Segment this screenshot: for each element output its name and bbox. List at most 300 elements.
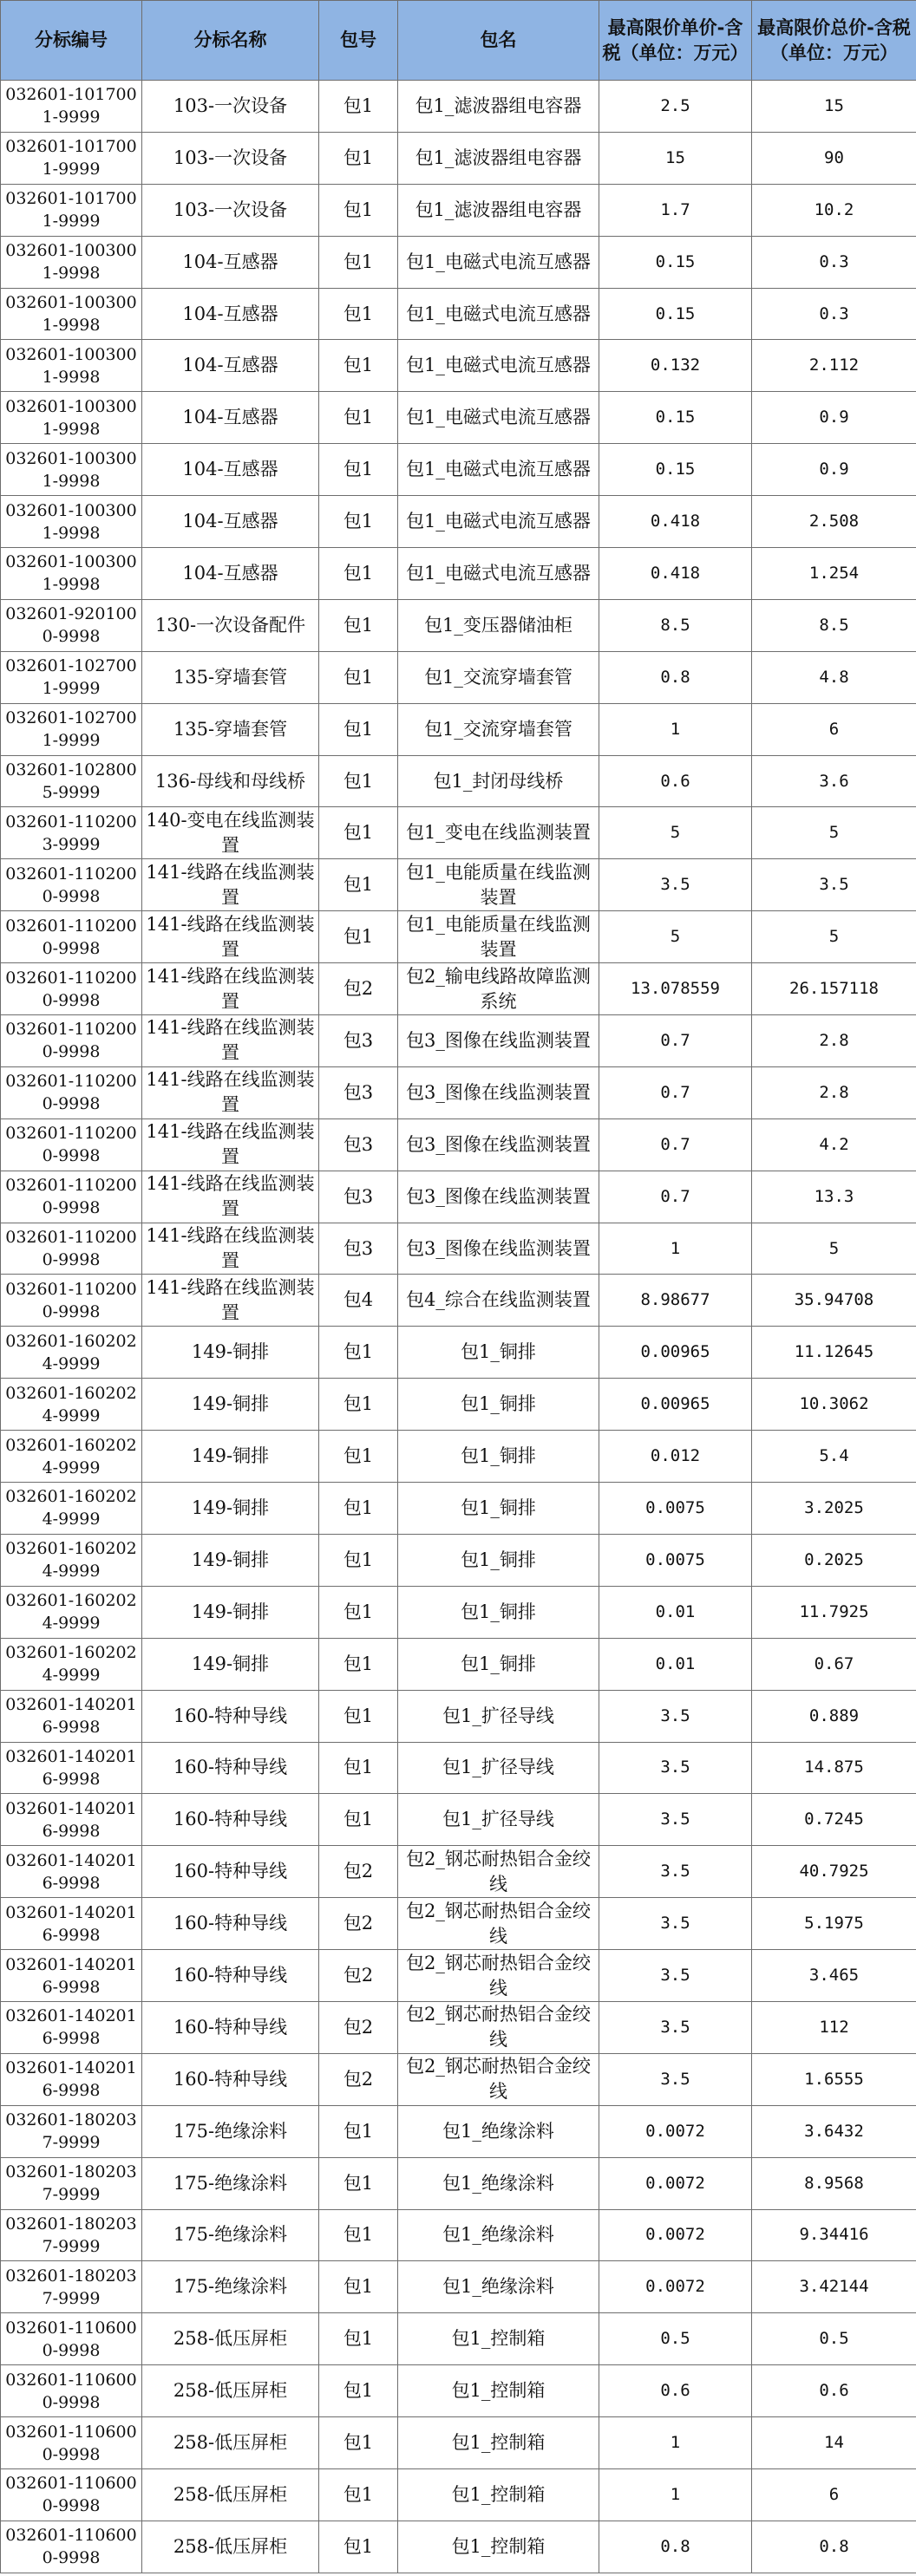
total-price-cell: 0.889: [752, 1690, 916, 1742]
total-price-cell: 0.6: [752, 2365, 916, 2417]
package-no-cell: 包1: [319, 1794, 398, 1846]
package-name-cell: 包1_电磁式电流互感器: [398, 392, 599, 444]
package-name-cell: 包3_图像在线监测装置: [398, 1223, 599, 1275]
lot-name-cell: 141-线路在线监测装置: [142, 1118, 319, 1171]
unit-price-cell: 5: [599, 911, 752, 963]
table-row: [1, 1275, 916, 1327]
table-row: [1, 444, 916, 496]
total-price-cell: 4.8: [752, 651, 916, 703]
package-no-cell: 包1: [319, 2157, 398, 2209]
lot-name-cell: 141-线路在线监测装置: [142, 963, 319, 1015]
package-name-cell: 包2_钢芯耐热铝合金绞线: [398, 2001, 599, 2053]
unit-price-cell: 3.5: [599, 1846, 752, 1898]
table-row: [1, 1534, 916, 1586]
lot-name-cell: 149-铜排: [142, 1379, 319, 1431]
lot-name-cell: 103-一次设备: [142, 81, 319, 133]
package-no-cell: 包1: [319, 599, 398, 651]
lot-name-cell: 149-铜排: [142, 1483, 319, 1535]
package-name-cell: 包1_扩径导线: [398, 1742, 599, 1794]
lot-name-cell: 104-互感器: [142, 496, 319, 548]
package-no-cell: 包3: [319, 1066, 398, 1118]
total-price-cell: 1.6555: [752, 2053, 916, 2105]
package-name-cell: 包1_交流穿墙套管: [398, 703, 599, 755]
lot-code-cell: 032601-1106000-9998: [1, 2365, 142, 2417]
unit-price-cell: 0.5: [599, 2313, 752, 2365]
lot-name-cell: 135-穿墙套管: [142, 703, 319, 755]
lot-name-cell: 130-一次设备配件: [142, 599, 319, 651]
package-no-cell: 包3: [319, 1015, 398, 1067]
lot-name-cell: 149-铜排: [142, 1638, 319, 1690]
total-price-cell: 6: [752, 2468, 916, 2521]
package-no-cell: 包1: [319, 2468, 398, 2521]
lot-code-cell: 032601-1028005-9999: [1, 755, 142, 807]
lot-code-cell: 032601-1003001-9998: [1, 340, 142, 392]
total-price-cell: 8.9568: [752, 2157, 916, 2209]
unit-price-cell: 3.5: [599, 1742, 752, 1794]
table-row: [1, 1066, 916, 1118]
package-name-cell: 包1_滤波器组电容器: [398, 132, 599, 184]
package-no-cell: 包2: [319, 1950, 398, 2002]
lot-name-cell: 104-互感器: [142, 392, 319, 444]
package-no-cell: 包1: [319, 184, 398, 236]
package-no-cell: 包1: [319, 755, 398, 807]
total-price-cell: 90: [752, 132, 916, 184]
package-no-cell: 包2: [319, 1898, 398, 1950]
package-no-cell: 包1: [319, 1742, 398, 1794]
lot-code-cell: 032601-1017001-9999: [1, 81, 142, 133]
lot-name-cell: 135-穿墙套管: [142, 651, 319, 703]
table-row: [1, 1327, 916, 1379]
unit-price-cell: 0.418: [599, 548, 752, 600]
lot-code-cell: 032601-1802037-9999: [1, 2261, 142, 2313]
lot-code-cell: 032601-1106000-9998: [1, 2313, 142, 2365]
table-row: [1, 1586, 916, 1638]
table-row: [1, 340, 916, 392]
lot-name-cell: 136-母线和母线桥: [142, 755, 319, 807]
package-name-cell: 包1_电磁式电流互感器: [398, 340, 599, 392]
package-name-cell: 包1_铜排: [398, 1586, 599, 1638]
unit-price-cell: 8.98677: [599, 1275, 752, 1327]
lot-code-cell: 032601-1102003-9999: [1, 807, 142, 859]
total-price-cell: 6: [752, 703, 916, 755]
lot-code-cell: 032601-1102000-9998: [1, 1015, 142, 1067]
package-no-cell: 包1: [319, 548, 398, 600]
package-name-cell: 包1_变电在线监测装置: [398, 807, 599, 859]
lot-code-cell: 032601-1802037-9999: [1, 2209, 142, 2261]
unit-price-cell: 0.01: [599, 1638, 752, 1690]
package-no-cell: 包1: [319, 288, 398, 340]
total-price-cell: 8.5: [752, 599, 916, 651]
table-row: [1, 1431, 916, 1483]
total-price-cell: 0.2025: [752, 1534, 916, 1586]
package-name-cell: 包2_钢芯耐热铝合金绞线: [398, 1846, 599, 1898]
unit-price-cell: 3.5: [599, 2053, 752, 2105]
package-no-cell: 包1: [319, 444, 398, 496]
package-name-cell: 包2_钢芯耐热铝合金绞线: [398, 2053, 599, 2105]
table-row: [1, 288, 916, 340]
lot-code-cell: 032601-1102000-9998: [1, 1066, 142, 1118]
unit-price-cell: 3.5: [599, 2001, 752, 2053]
lot-name-cell: 175-绝缘涂料: [142, 2157, 319, 2209]
total-price-cell: 5: [752, 807, 916, 859]
package-no-cell: 包1: [319, 1431, 398, 1483]
lot-code-cell: 032601-1017001-9999: [1, 132, 142, 184]
table-row: [1, 132, 916, 184]
lot-code-cell: 032601-1402016-9998: [1, 1950, 142, 2002]
package-no-cell: 包1: [319, 81, 398, 133]
unit-price-cell: 2.5: [599, 81, 752, 133]
total-price-cell: 5.4: [752, 1431, 916, 1483]
lot-code-cell: 032601-1102000-9998: [1, 963, 142, 1015]
lot-name-cell: 258-低压屏柜: [142, 2313, 319, 2365]
package-name-cell: 包1_铜排: [398, 1327, 599, 1379]
package-name-cell: 包1_铜排: [398, 1638, 599, 1690]
table-row: [1, 1015, 916, 1067]
lot-code-cell: 032601-1802037-9999: [1, 2157, 142, 2209]
package-name-cell: 包1_绝缘涂料: [398, 2209, 599, 2261]
package-no-cell: 包1: [319, 1586, 398, 1638]
lot-name-cell: 104-互感器: [142, 340, 319, 392]
package-name-cell: 包1_电磁式电流互感器: [398, 236, 599, 288]
unit-price-cell: 0.0072: [599, 2105, 752, 2157]
package-no-cell: 包1: [319, 1327, 398, 1379]
header-lot-code: 分标编号: [1, 1, 142, 81]
table-row: [1, 2417, 916, 2469]
lot-code-cell: 032601-1402016-9998: [1, 1898, 142, 1950]
lot-code-cell: 032601-1402016-9998: [1, 1794, 142, 1846]
package-name-cell: 包3_图像在线监测装置: [398, 1015, 599, 1067]
package-no-cell: 包1: [319, 807, 398, 859]
table-row: [1, 859, 916, 911]
table-row: [1, 1171, 916, 1223]
package-no-cell: 包4: [319, 1275, 398, 1327]
total-price-cell: 5.1975: [752, 1898, 916, 1950]
lot-name-cell: 160-特种导线: [142, 2053, 319, 2105]
header-package-name: 包名: [398, 1, 599, 81]
unit-price-cell: 3.5: [599, 1898, 752, 1950]
package-name-cell: 包1_电能质量在线监测装置: [398, 859, 599, 911]
lot-code-cell: 032601-1802037-9999: [1, 2105, 142, 2157]
table-row: [1, 963, 916, 1015]
package-no-cell: 包3: [319, 1171, 398, 1223]
lot-code-cell: 032601-1106000-9998: [1, 2417, 142, 2469]
package-no-cell: 包1: [319, 2313, 398, 2365]
lot-name-cell: 141-线路在线监测装置: [142, 1171, 319, 1223]
package-name-cell: 包1_封闭母线桥: [398, 755, 599, 807]
lot-code-cell: 032601-1102000-9998: [1, 1275, 142, 1327]
package-no-cell: 包1: [319, 236, 398, 288]
unit-price-cell: 0.00965: [599, 1327, 752, 1379]
lot-code-cell: 032601-1102000-9998: [1, 859, 142, 911]
lot-code-cell: 032601-1102000-9998: [1, 1223, 142, 1275]
table-row: [1, 1742, 916, 1794]
unit-price-cell: 0.012: [599, 1431, 752, 1483]
lot-code-cell: 032601-1003001-9998: [1, 496, 142, 548]
table-row: [1, 1483, 916, 1535]
lot-name-cell: 103-一次设备: [142, 132, 319, 184]
lot-code-cell: 032601-9201000-9998: [1, 599, 142, 651]
package-name-cell: 包1_滤波器组电容器: [398, 184, 599, 236]
lot-code-cell: 032601-1602024-9999: [1, 1483, 142, 1535]
lot-name-cell: 104-互感器: [142, 548, 319, 600]
total-price-cell: 3.465: [752, 1950, 916, 2002]
package-no-cell: 包2: [319, 963, 398, 1015]
unit-price-cell: 0.0072: [599, 2157, 752, 2209]
total-price-cell: 15: [752, 81, 916, 133]
table-row: [1, 911, 916, 963]
lot-code-cell: 032601-1102000-9998: [1, 1171, 142, 1223]
lot-name-cell: 149-铜排: [142, 1431, 319, 1483]
unit-price-cell: 0.8: [599, 651, 752, 703]
table-row: [1, 2521, 916, 2573]
lot-name-cell: 140-变电在线监测装置: [142, 807, 319, 859]
lot-code-cell: 032601-1106000-9998: [1, 2521, 142, 2573]
lot-name-cell: 160-特种导线: [142, 1690, 319, 1742]
package-no-cell: 包2: [319, 2001, 398, 2053]
package-name-cell: 包3_图像在线监测装置: [398, 1118, 599, 1171]
total-price-cell: 1.254: [752, 548, 916, 600]
lot-code-cell: 032601-1027001-9999: [1, 651, 142, 703]
lot-code-cell: 032601-1602024-9999: [1, 1534, 142, 1586]
header-package-no: 包号: [319, 1, 398, 81]
table-row: [1, 1846, 916, 1898]
lot-name-cell: 104-互感器: [142, 444, 319, 496]
table-row: [1, 496, 916, 548]
lot-name-cell: 141-线路在线监测装置: [142, 1015, 319, 1067]
total-price-cell: 5: [752, 911, 916, 963]
total-price-cell: 112: [752, 2001, 916, 2053]
total-price-cell: 0.7245: [752, 1794, 916, 1846]
unit-price-cell: 0.15: [599, 392, 752, 444]
total-price-cell: 10.3062: [752, 1379, 916, 1431]
table-row: [1, 184, 916, 236]
lot-name-cell: 149-铜排: [142, 1534, 319, 1586]
table-row: [1, 755, 916, 807]
table-row: [1, 1223, 916, 1275]
package-no-cell: 包1: [319, 911, 398, 963]
lot-name-cell: 175-绝缘涂料: [142, 2105, 319, 2157]
package-name-cell: 包1_控制箱: [398, 2417, 599, 2469]
table-header: [1, 1, 916, 81]
total-price-cell: 40.7925: [752, 1846, 916, 1898]
package-no-cell: 包1: [319, 859, 398, 911]
lot-code-cell: 032601-1102000-9998: [1, 911, 142, 963]
package-no-cell: 包1: [319, 1379, 398, 1431]
total-price-cell: 13.3: [752, 1171, 916, 1223]
package-no-cell: 包1: [319, 496, 398, 548]
package-name-cell: 包3_图像在线监测装置: [398, 1066, 599, 1118]
unit-price-cell: 0.0072: [599, 2209, 752, 2261]
unit-price-cell: 0.8: [599, 2521, 752, 2573]
table-row: [1, 1379, 916, 1431]
total-price-cell: 11.12645: [752, 1327, 916, 1379]
lot-name-cell: 160-特种导线: [142, 2001, 319, 2053]
lot-name-cell: 104-互感器: [142, 288, 319, 340]
table-row: [1, 703, 916, 755]
package-no-cell: 包1: [319, 1534, 398, 1586]
package-no-cell: 包1: [319, 2261, 398, 2313]
table-row: [1, 2365, 916, 2417]
lot-name-cell: 149-铜排: [142, 1586, 319, 1638]
table-row: [1, 1690, 916, 1742]
lot-name-cell: 258-低压屏柜: [142, 2521, 319, 2573]
lot-code-cell: 032601-1003001-9998: [1, 288, 142, 340]
table-row: [1, 2105, 916, 2157]
unit-price-cell: 1.7: [599, 184, 752, 236]
lot-code-cell: 032601-1402016-9998: [1, 2053, 142, 2105]
lot-code-cell: 032601-1106000-9998: [1, 2468, 142, 2521]
total-price-cell: 2.112: [752, 340, 916, 392]
unit-price-cell: 3.5: [599, 1794, 752, 1846]
lot-name-cell: 175-绝缘涂料: [142, 2261, 319, 2313]
package-no-cell: 包2: [319, 1846, 398, 1898]
header-lot-name: 分标名称: [142, 1, 319, 81]
table-body: [1, 81, 916, 2573]
total-price-cell: 26.157118: [752, 963, 916, 1015]
total-price-cell: 0.67: [752, 1638, 916, 1690]
lot-name-cell: 149-铜排: [142, 1327, 319, 1379]
package-name-cell: 包1_控制箱: [398, 2468, 599, 2521]
unit-price-cell: 0.7: [599, 1066, 752, 1118]
package-name-cell: 包1_电磁式电流互感器: [398, 444, 599, 496]
unit-price-cell: 1: [599, 1223, 752, 1275]
table-row: [1, 392, 916, 444]
header-row: [1, 1, 916, 81]
table-row: [1, 2053, 916, 2105]
lot-name-cell: 258-低压屏柜: [142, 2417, 319, 2469]
lot-name-cell: 160-特种导线: [142, 1846, 319, 1898]
table-row: [1, 81, 916, 133]
table-row: [1, 2157, 916, 2209]
total-price-cell: 2.8: [752, 1015, 916, 1067]
package-no-cell: 包1: [319, 703, 398, 755]
total-price-cell: 3.5: [752, 859, 916, 911]
unit-price-cell: 1: [599, 2468, 752, 2521]
total-price-cell: 0.9: [752, 444, 916, 496]
total-price-cell: 3.42144: [752, 2261, 916, 2313]
package-no-cell: 包1: [319, 340, 398, 392]
unit-price-cell: 0.6: [599, 755, 752, 807]
unit-price-cell: 0.7: [599, 1171, 752, 1223]
package-no-cell: 包1: [319, 2521, 398, 2573]
lot-code-cell: 032601-1402016-9998: [1, 1742, 142, 1794]
unit-price-cell: 0.418: [599, 496, 752, 548]
lot-name-cell: 175-绝缘涂料: [142, 2209, 319, 2261]
unit-price-cell: 0.01: [599, 1586, 752, 1638]
total-price-cell: 14.875: [752, 1742, 916, 1794]
package-no-cell: 包1: [319, 392, 398, 444]
lot-name-cell: 103-一次设备: [142, 184, 319, 236]
package-name-cell: 包1_绝缘涂料: [398, 2157, 599, 2209]
total-price-cell: 2.508: [752, 496, 916, 548]
package-name-cell: 包4_综合在线监测装置: [398, 1275, 599, 1327]
table-row: [1, 1950, 916, 2002]
total-price-cell: 2.8: [752, 1066, 916, 1118]
package-name-cell: 包1_绝缘涂料: [398, 2261, 599, 2313]
lot-code-cell: 032601-1102000-9998: [1, 1118, 142, 1171]
table-row: [1, 1794, 916, 1846]
lot-code-cell: 032601-1017001-9999: [1, 184, 142, 236]
total-price-cell: 10.2: [752, 184, 916, 236]
lot-code-cell: 032601-1602024-9999: [1, 1638, 142, 1690]
table-row: [1, 651, 916, 703]
package-name-cell: 包1_滤波器组电容器: [398, 81, 599, 133]
table-row: [1, 2001, 916, 2053]
package-no-cell: 包1: [319, 2105, 398, 2157]
table-row: [1, 2209, 916, 2261]
package-name-cell: 包1_交流穿墙套管: [398, 651, 599, 703]
package-no-cell: 包1: [319, 1483, 398, 1535]
table-row: [1, 548, 916, 600]
package-no-cell: 包2: [319, 2053, 398, 2105]
package-name-cell: 包2_输电线路故障监测系统: [398, 963, 599, 1015]
total-price-cell: 0.3: [752, 288, 916, 340]
total-price-cell: 0.5: [752, 2313, 916, 2365]
lot-name-cell: 160-特种导线: [142, 1742, 319, 1794]
lot-code-cell: 032601-1602024-9999: [1, 1586, 142, 1638]
unit-price-cell: 0.0075: [599, 1483, 752, 1535]
lot-code-cell: 032601-1402016-9998: [1, 2001, 142, 2053]
total-price-cell: 9.34416: [752, 2209, 916, 2261]
unit-price-cell: 0.7: [599, 1118, 752, 1171]
lot-name-cell: 141-线路在线监测装置: [142, 1275, 319, 1327]
table-row: [1, 599, 916, 651]
total-price-cell: 3.2025: [752, 1483, 916, 1535]
total-price-cell: 35.94708: [752, 1275, 916, 1327]
package-no-cell: 包1: [319, 132, 398, 184]
total-price-cell: 11.7925: [752, 1586, 916, 1638]
lot-name-cell: 258-低压屏柜: [142, 2468, 319, 2521]
unit-price-cell: 0.15: [599, 236, 752, 288]
table-row: [1, 807, 916, 859]
total-price-cell: 14: [752, 2417, 916, 2469]
unit-price-cell: 3.5: [599, 1950, 752, 2002]
unit-price-cell: 0.15: [599, 288, 752, 340]
lot-code-cell: 032601-1402016-9998: [1, 1690, 142, 1742]
lot-code-cell: 032601-1402016-9998: [1, 1846, 142, 1898]
package-name-cell: 包1_变压器储油柜: [398, 599, 599, 651]
lot-code-cell: 032601-1027001-9999: [1, 703, 142, 755]
lot-code-cell: 032601-1003001-9998: [1, 392, 142, 444]
package-name-cell: 包1_铜排: [398, 1483, 599, 1535]
header-max-total-price: 最高限价总价-含税（单位：万元）: [752, 1, 916, 81]
table-row: [1, 2313, 916, 2365]
total-price-cell: 3.6: [752, 755, 916, 807]
total-price-cell: 3.6432: [752, 2105, 916, 2157]
unit-price-cell: 8.5: [599, 599, 752, 651]
unit-price-cell: 0.0072: [599, 2261, 752, 2313]
package-name-cell: 包1_控制箱: [398, 2521, 599, 2573]
package-name-cell: 包1_控制箱: [398, 2365, 599, 2417]
unit-price-cell: 0.15: [599, 444, 752, 496]
unit-price-cell: 3.5: [599, 1690, 752, 1742]
lot-name-cell: 141-线路在线监测装置: [142, 1223, 319, 1275]
package-no-cell: 包1: [319, 2365, 398, 2417]
package-name-cell: 包1_电磁式电流互感器: [398, 288, 599, 340]
table-row: [1, 2261, 916, 2313]
table-row: [1, 1898, 916, 1950]
table-row: [1, 236, 916, 288]
total-price-cell: 4.2: [752, 1118, 916, 1171]
header-max-unit-price: 最高限价单价-含税（单位：万元）: [599, 1, 752, 81]
package-no-cell: 包1: [319, 1638, 398, 1690]
total-price-cell: 5: [752, 1223, 916, 1275]
package-name-cell: 包3_图像在线监测装置: [398, 1171, 599, 1223]
unit-price-cell: 0.7: [599, 1015, 752, 1067]
lot-name-cell: 141-线路在线监测装置: [142, 859, 319, 911]
unit-price-cell: 0.0075: [599, 1534, 752, 1586]
table-row: [1, 1118, 916, 1171]
